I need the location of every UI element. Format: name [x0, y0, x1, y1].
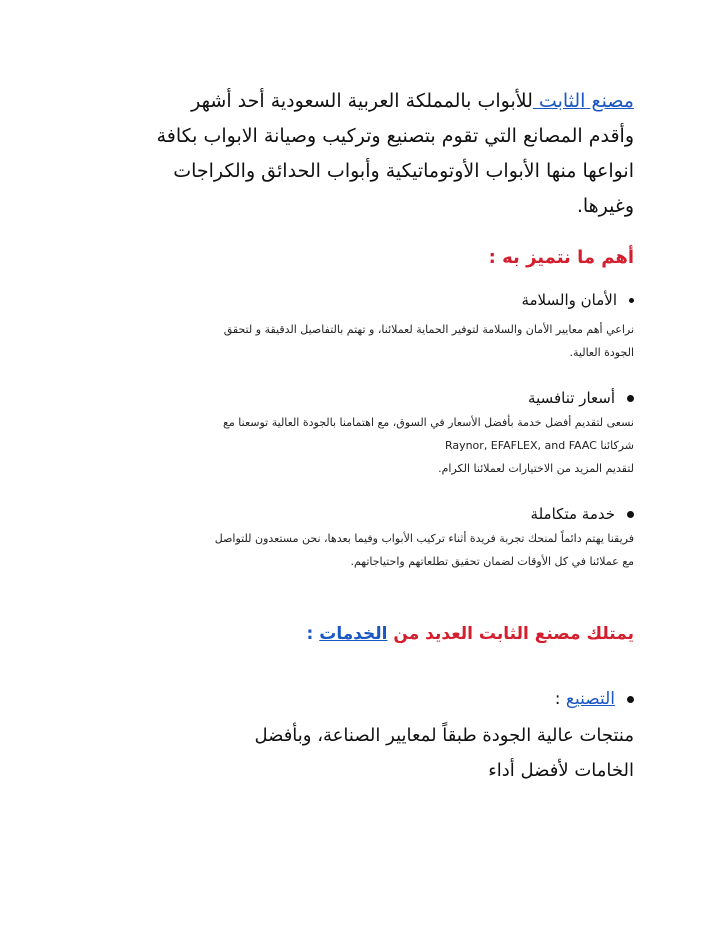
service-item-manufacturing — [555, 686, 634, 712]
feature-desc-line: نسعى لتقديم أفضل خدمة بأفضل الأسعار في السوق، مع اهتمامنا بالجودة العالية توسعنا مع — [223, 416, 634, 429]
feature-title-text: خدمة متكاملة — [530, 505, 615, 523]
intro-line-3: انواعها منها الأبواب الأوتوماتيكية وأبواب الحدائق والكراجات — [173, 160, 634, 182]
service-item-colon: : — [554, 689, 566, 709]
factory-link[interactable]: مصنع الثابت — [532, 90, 634, 112]
feature-desc-safety — [224, 318, 634, 364]
feature-desc-line: شركائنا Raynor, EFAFLEX, and FAAC — [444, 439, 634, 452]
feature-title-text: أسعار تنافسية — [528, 389, 615, 407]
bullet-icon — [629, 298, 634, 303]
service-desc-line: الخامات لأفضل أداء — [488, 760, 634, 781]
bullet-icon — [627, 511, 634, 518]
intro-line-1 — [74, 84, 634, 119]
services-heading-colon: : — [306, 624, 320, 644]
services-heading — [307, 620, 634, 648]
bullet-icon — [627, 696, 634, 703]
feature-desc-line: فريقنا يهتم دائماً لمنحك تجربة فريدة أثناء تركيب الأبواب وفيما بعدها، نحن مستعدون للتواصل — [214, 532, 634, 545]
intro-line-1-text: للأبواب بالمملكة العربية السعودية أحد أشهر — [191, 90, 533, 112]
intro-line-4: وغيرها. — [576, 195, 634, 217]
intro-line-2: وأقدم المصانع التي تقوم بتصنيع وتركيب وصيانة الابواب بكافة — [156, 125, 634, 147]
features-heading: أهم ما نتميز به : — [488, 247, 634, 268]
service-desc-line: منتجات عالية الجودة طبقاً لمعايير الصناعة، وبأفضل — [254, 725, 634, 746]
feature-desc-line: نراعي أهم معايير الأمان والسلامة لتوفير الحماية لعملائنا، و تهتم بالتفاصيل الدقيقة و لتحقق — [223, 323, 634, 336]
service-desc-manufacturing — [254, 718, 634, 788]
feature-desc-line: الجودة العالية. — [569, 346, 634, 359]
feature-title-text: الأمان والسلامة — [521, 291, 617, 309]
feature-title-safety — [521, 288, 634, 312]
feature-title-prices — [528, 386, 634, 410]
feature-desc-line: مع عملائنا في كل الأوقات لضمان تحقيق تطلعاتهم واحتياجاتهم. — [350, 555, 634, 568]
services-link[interactable]: الخدمات — [319, 624, 388, 644]
feature-desc-prices — [223, 411, 634, 480]
feature-desc-line: لتقديم المزيد من الاختيارات لعملائنا الكرام. — [438, 462, 634, 475]
bullet-icon — [627, 395, 634, 402]
feature-title-service — [531, 502, 634, 526]
intro-paragraph — [74, 84, 634, 224]
manufacturing-link[interactable]: التصنيع — [565, 689, 615, 709]
services-heading-text: يمتلك مصنع الثابت العديد من — [387, 624, 634, 644]
feature-desc-service — [215, 527, 634, 573]
